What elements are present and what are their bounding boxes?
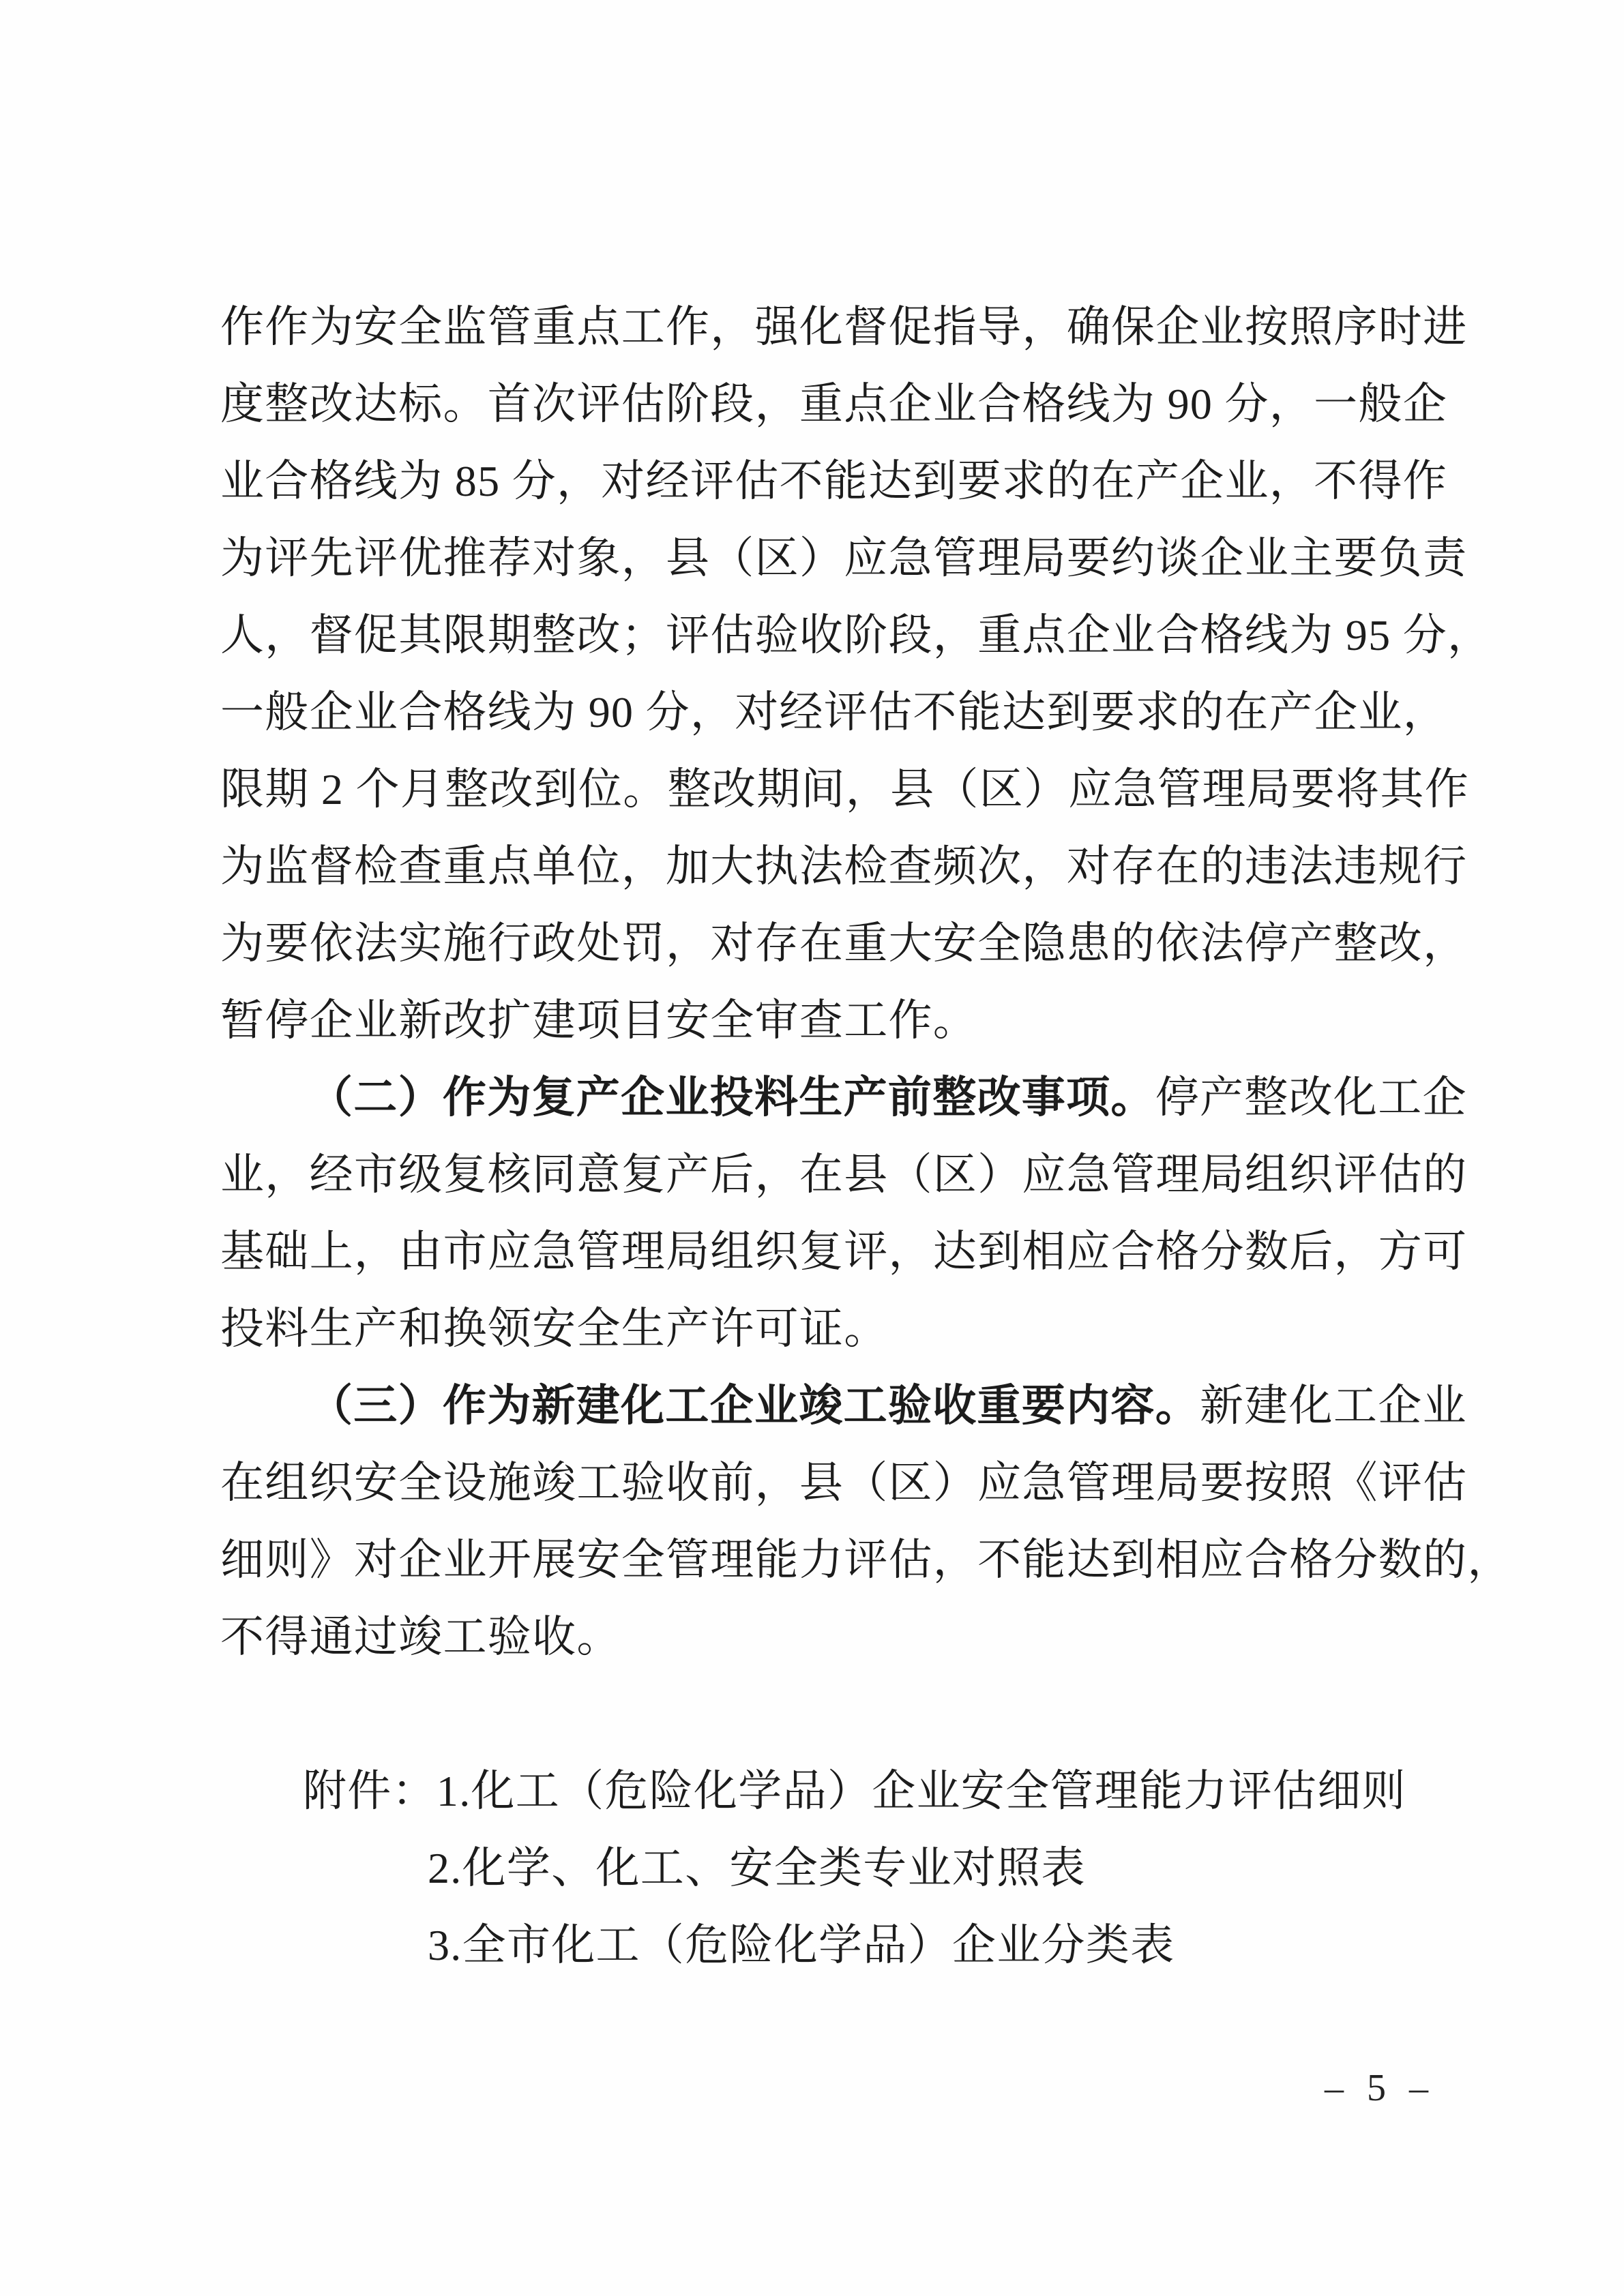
attachment-item-line (220, 1907, 1441, 1984)
text-run: 在组织安全设施竣工验收前，县（区）应急管理局要按照《评估 (220, 1459, 1468, 1507)
text-run: 2.化学、化工、安全类专业对照表 (428, 1844, 1086, 1892)
text-run: 度整改达标。首次评估阶段，重点企业合格线为 90 分，一般企 (220, 380, 1447, 428)
body-line (220, 1521, 1512, 1598)
body-line (220, 1598, 1441, 1675)
text-run: 投料生产和换领安全生产许可证。 (220, 1304, 889, 1353)
body-line (220, 751, 1469, 828)
body-line (220, 982, 1441, 1059)
text-run: 作作为安全监管重点工作，强化督促指导，确保企业按照序时进 (220, 303, 1468, 351)
body-line (220, 366, 1447, 443)
attachment-item-line (220, 1830, 1441, 1907)
text-run: 业合格线为 85 分，对经评估不能达到要求的在产企业，不得作 (220, 457, 1447, 505)
text-run: 暂停企业新改扩建项目安全审查工作。 (220, 996, 978, 1045)
body-line (220, 674, 1447, 751)
text-run: 停产整改化工企 (1155, 1073, 1467, 1122)
text-run: 人，督促其限期整改；评估验收阶段，重点企业合格线为 95 分， (220, 611, 1492, 659)
para-2-lead-line (220, 1059, 1467, 1136)
text-run: 基础上，由市应急管理局组织复评，达到相应合格分数后，方可 (220, 1227, 1468, 1276)
body-line (220, 905, 1468, 982)
body-line (220, 828, 1468, 905)
body-line (220, 597, 1492, 674)
text-run: 限期 2 个月整改到位。整改期间，县（区）应急管理局要将其作 (220, 765, 1469, 814)
body-line (220, 1290, 1441, 1367)
text-block (220, 288, 1512, 1984)
bold-text-run: （三）作为新建化工企业竣工验收重要内容。 (309, 1382, 1200, 1430)
page-number: – 5 – (1325, 2067, 1435, 2109)
text-run: 为评先评优推荐对象，县（区）应急管理局要约谈企业主要负责 (220, 534, 1468, 582)
text-run: 为要依法实施行政处罚，对存在重大安全隐患的依法停产整改， (220, 919, 1468, 968)
body-line (220, 1444, 1468, 1521)
text-run: 一般企业合格线为 90 分，对经评估不能达到要求的在产企业， (220, 688, 1447, 736)
text-run: 附件：1.化工（危险化学品）企业安全管理能力评估细则 (303, 1767, 1406, 1815)
body-line (220, 443, 1447, 520)
text-run: 细则》对企业开展安全管理能力评估，不能达到相应合格分数的， (220, 1536, 1512, 1584)
text-run: 不得通过竣工验收。 (220, 1613, 621, 1661)
text-run: 业，经市级复核同意复产后，在县（区）应急管理局组织评估的 (220, 1150, 1468, 1199)
text-run: 为监督检查重点单位，加大执法检查频次，对存在的违法违规行 (220, 842, 1468, 891)
bold-text-run: （二）作为复产企业投料生产前整改事项。 (309, 1073, 1155, 1122)
body-line (220, 288, 1468, 366)
attachment-label-line (220, 1753, 1441, 1830)
text-run: 新建化工企业 (1200, 1382, 1467, 1430)
body-line (220, 1136, 1468, 1213)
para-3-lead-line (220, 1367, 1467, 1444)
blank-line (220, 1675, 1441, 1753)
body-line (220, 1213, 1468, 1290)
text-run: 3.全市化工（危险化学品）企业分类表 (428, 1921, 1175, 1969)
body-line (220, 520, 1468, 597)
